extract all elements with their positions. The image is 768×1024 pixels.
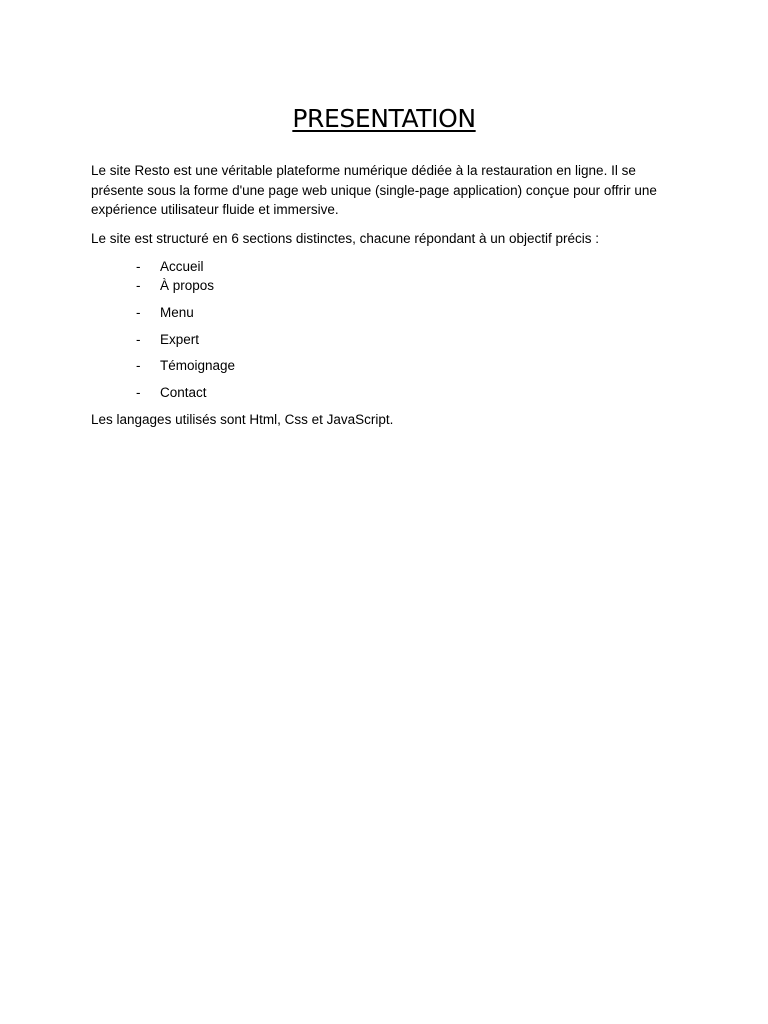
- structure-paragraph: Le site est structuré en 6 sections distinctes, chacune répondant à un objectif précis :: [91, 231, 600, 246]
- list-bullet: -: [136, 305, 141, 320]
- list-item-menu: [0, 303, 768, 323]
- list-item-label: Contact: [160, 385, 207, 400]
- list-item-a-propos: [0, 276, 768, 296]
- list-item-label: Témoignage: [160, 358, 236, 373]
- list-item-label: Menu: [160, 305, 194, 320]
- list-bullet: -: [136, 259, 141, 274]
- list-bullet: -: [136, 385, 141, 400]
- intro-paragraph: Le site Resto est une véritable plateforme numérique dédiée à la restauration en ligne. Il se présente sous la forme d'une page web unique (single-page application) conçue pour offrir une expérience utilisateur fluide et immersive.: [91, 163, 657, 217]
- list-item-label: Accueil: [160, 259, 204, 274]
- document-title: PRESENTATION: [292, 103, 476, 133]
- list-bullet: -: [136, 278, 141, 293]
- languages-paragraph: Les langages utilisés sont Html, Css et JavaScript.: [91, 412, 394, 427]
- list-item-accueil: [0, 257, 768, 277]
- list-item-contact: [0, 383, 768, 403]
- list-item-temoignage: [0, 356, 768, 376]
- list-item-label: Expert: [160, 332, 200, 347]
- list-bullet: -: [136, 358, 141, 373]
- list-item-expert: [0, 330, 768, 350]
- list-item-label: À propos: [160, 278, 215, 293]
- list-bullet: -: [136, 332, 141, 347]
